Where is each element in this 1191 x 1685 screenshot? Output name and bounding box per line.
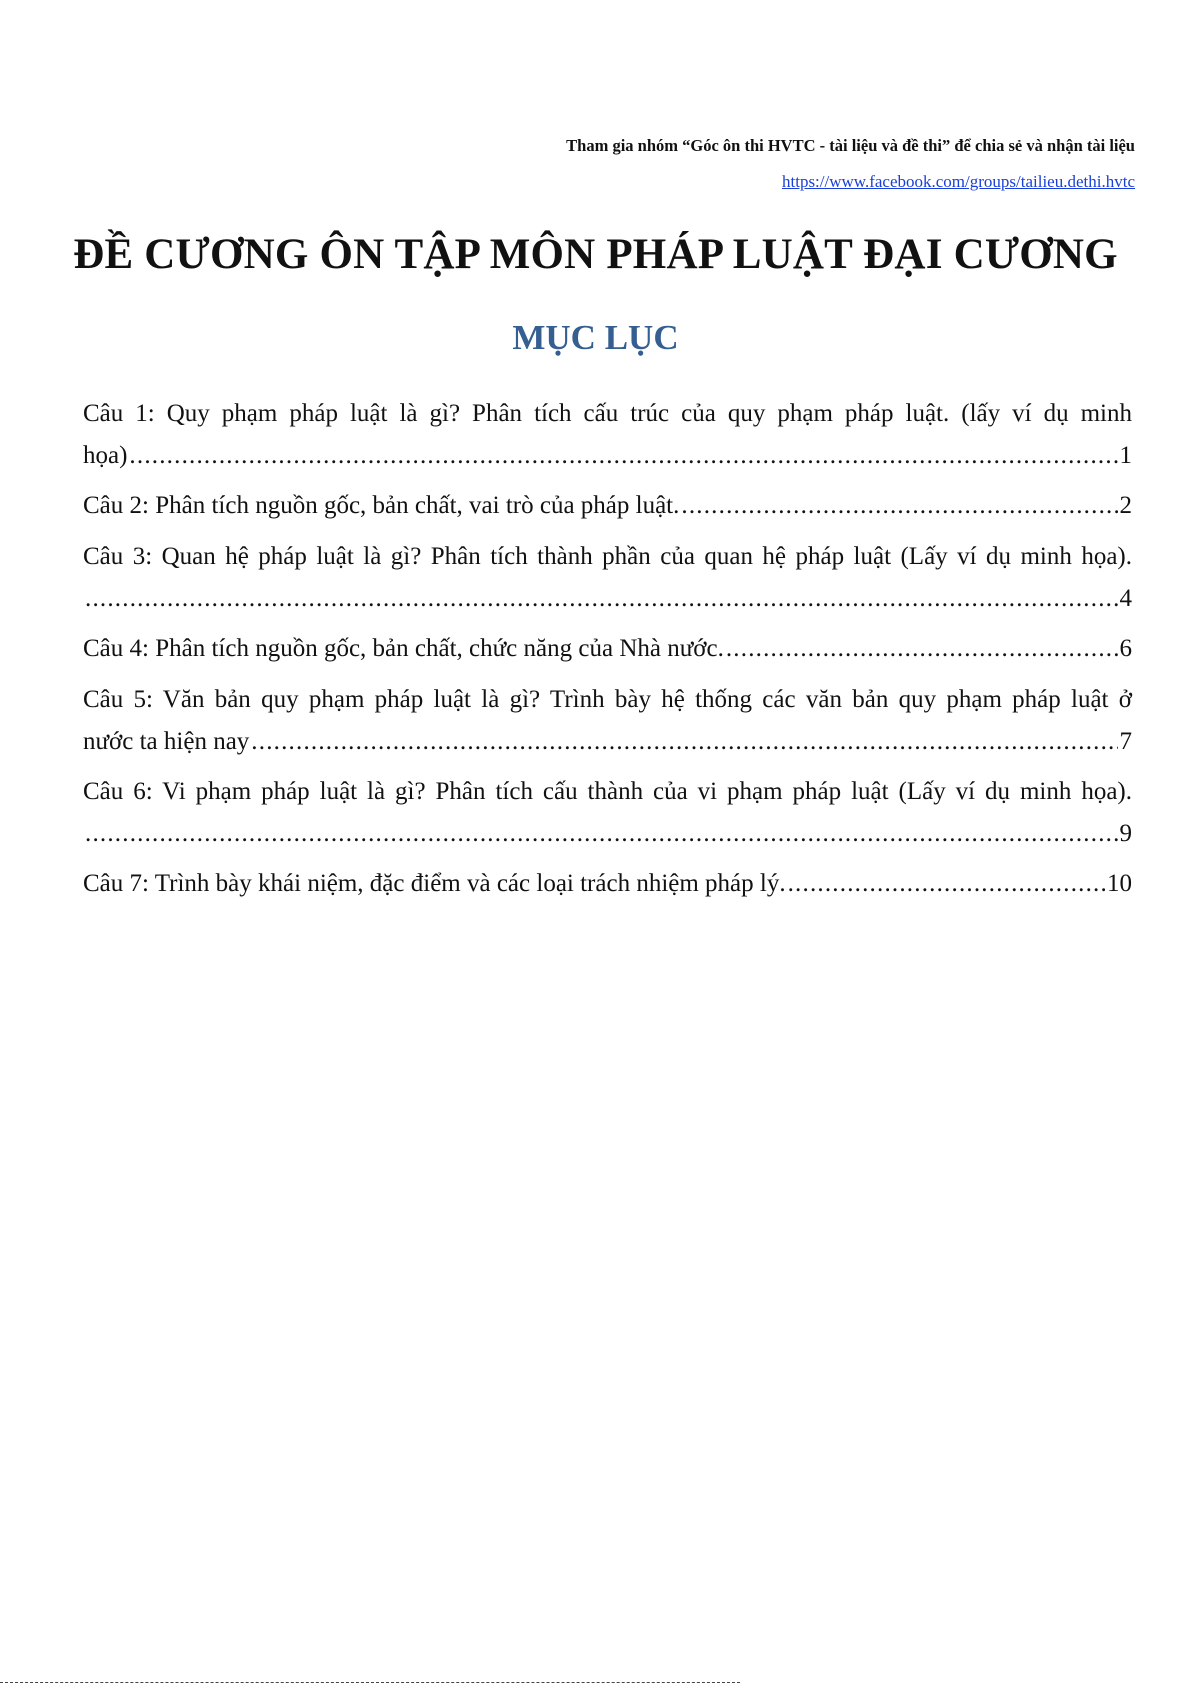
toc-heading: MỤC LỤC (512, 318, 679, 357)
toc-entry-2[interactable] (83, 485, 1132, 527)
toc-entry-1-page: 1 (1119, 442, 1132, 469)
toc-entry-3-page: 4 (1119, 585, 1132, 612)
document-title: ĐỀ CƯƠNG ÔN TẬP MÔN PHÁP LUẬT ĐẠI CƯƠNG (73, 231, 1118, 278)
dot-leader (85, 813, 1118, 855)
toc-entry-7[interactable] (83, 863, 1132, 905)
toc-entry-2-text: Câu 2: Phân tích nguồn gốc, bản chất, vai trò của pháp luật. (83, 492, 680, 519)
group-invitation-note: Tham gia nhóm “Góc ôn thi HVTC - tài liệu và đề thi” để chia sẻ và nhận tài liệu (566, 136, 1135, 155)
toc-entry-5[interactable] (83, 679, 1132, 763)
dot-leader (788, 863, 1105, 905)
toc-entry-6-text: Câu 6: Vi phạm pháp luật là gì? Phân tích cấu thành của vi phạm pháp luật (Lấy ví dụ minh họa). (83, 778, 1132, 805)
footer-divider (0, 1682, 740, 1683)
dot-leader (251, 721, 1117, 763)
dot-leader (726, 628, 1118, 670)
toc-entry-6[interactable] (83, 771, 1132, 855)
toc-entry-5-continuation: nước ta hiện nay (83, 728, 250, 755)
toc-entry-4[interactable] (83, 628, 1132, 670)
facebook-group-link[interactable]: https://www.facebook.com/groups/tailieu.dethi.hvtc (782, 172, 1135, 191)
toc-entry-4-text: Câu 4: Phân tích nguồn gốc, bản chất, chức năng của Nhà nước. (83, 635, 724, 662)
dot-leader (85, 578, 1118, 620)
dot-leader (681, 485, 1117, 527)
toc-entry-1-continuation: họa) (83, 442, 128, 469)
toc-entry-2-page: 2 (1119, 492, 1132, 519)
toc-entry-3[interactable] (83, 536, 1132, 620)
toc-entry-1[interactable] (83, 393, 1132, 477)
toc-entry-7-page: 10 (1107, 870, 1132, 897)
toc-entry-3-text: Câu 3: Quan hệ pháp luật là gì? Phân tích thành phần của quan hệ pháp luật (Lấy ví dụ minh họa). (83, 543, 1132, 570)
dot-leader (129, 435, 1117, 477)
table-of-contents (83, 393, 1132, 914)
toc-entry-1-text: Câu 1: Quy phạm pháp luật là gì? Phân tích cấu trúc của quy phạm pháp luật. (lấy ví dụ minh (83, 400, 1132, 427)
toc-entry-4-page: 6 (1119, 635, 1132, 662)
toc-entry-7-text: Câu 7: Trình bày khái niệm, đặc điểm và các loại trách nhiệm pháp lý. (83, 870, 786, 897)
toc-entry-5-page: 7 (1119, 728, 1132, 755)
toc-entry-5-text: Câu 5: Văn bản quy phạm pháp luật là gì? Trình bày hệ thống các văn bản quy phạm pháp luật ở (83, 686, 1132, 713)
toc-entry-6-page: 9 (1119, 820, 1132, 847)
